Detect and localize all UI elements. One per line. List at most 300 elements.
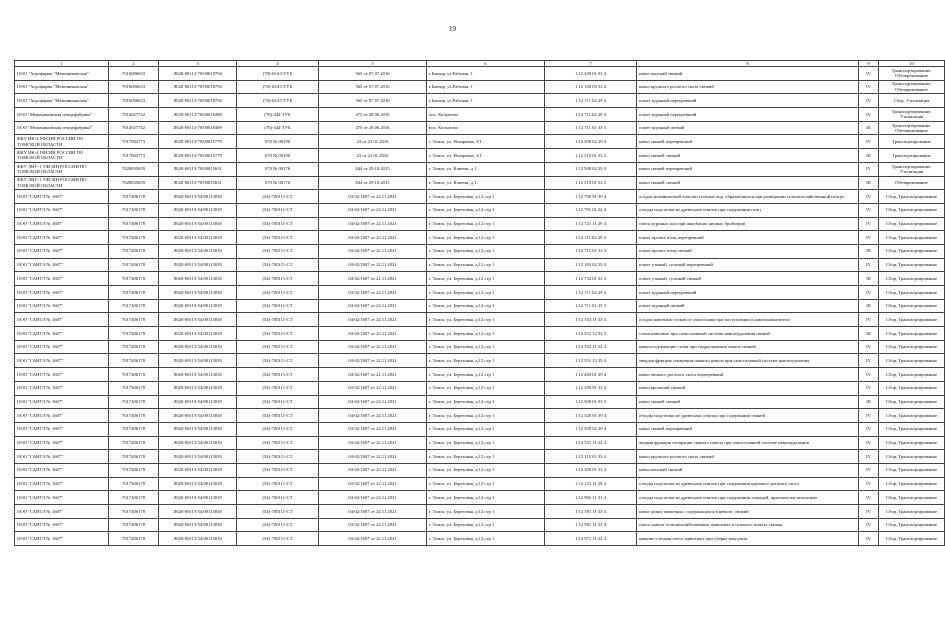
hazard-class-cell: III	[859, 121, 879, 135]
fkko-code-cell: 1 12 500 01 33 3	[545, 395, 637, 409]
address-cell: г. Томск, ул. Березовая, д.12 стр 1	[427, 395, 545, 409]
waste-name-cell: навоз крупного рогатого скота свежий	[637, 450, 859, 464]
address-cell: г. Томск, ул. Березовая, д.12 стр 1	[427, 477, 545, 491]
activity-type-cell: Сбор, Транспортирование	[879, 422, 945, 436]
fkko-code-cell: 1 12 111 02 29 4	[545, 231, 637, 245]
activity-type-cell: Сбор, Транспортирование	[879, 244, 945, 258]
organization-name-cell: ООО "САНТЭ № 1607"	[15, 491, 109, 505]
activity-type-cell: Транспортирование, Обезвреживание	[879, 121, 945, 135]
inn-cell: 7017406178	[109, 354, 159, 368]
inn-cell: 7016006633	[109, 94, 159, 108]
license-code-cell: (54)-700111-СТ	[237, 381, 319, 395]
order-date-cell: 04-02/1607 от 22.11.2021	[319, 463, 427, 477]
column-number: 3	[159, 61, 237, 67]
order-date-cell: 04-02/1607 от 22.11.2021	[319, 354, 427, 368]
organization-name-cell: ФКУ ИК-4 УФСИН РОССИИ ПО ТОМСКОЙ ОБЛАСТИ	[15, 149, 109, 163]
waste-name-cell: помет куриный свежий	[637, 121, 859, 135]
waste-name-cell: навоз крупного рогатого скота свежий	[637, 80, 859, 94]
hazard-class-cell: IV	[859, 80, 879, 94]
waste-name-cell: осадок навозных стоков от самосплава при поступлении в навозонакопители	[637, 313, 859, 327]
license-code-cell: (70)-444-ТУБ	[237, 121, 319, 135]
license-number-cell: Л020-00113-54/00113818	[159, 327, 237, 341]
address-cell: г. Томск, ул. Березовая, д.12 стр 1	[427, 299, 545, 313]
organization-name-cell: ООО "САНТЭ № 1607"	[15, 477, 109, 491]
address-cell: г. Томск, ул. Березовая, д.12 стр 1	[427, 381, 545, 395]
fkko-code-cell: 1 12 400 01 29 4	[545, 368, 637, 382]
table-row	[15, 505, 945, 519]
organization-name-cell: ФКУ ИК-4 УФСИН РОССИИ ПО ТОМСКОЙ ОБЛАСТИ	[15, 135, 109, 149]
waste-name-cell: навозосодержащие стоки при гидросмывном навозе свиней	[637, 340, 859, 354]
hazard-class-cell: III	[859, 272, 879, 286]
organization-name-cell: ООО "САНТЭ № 1607"	[15, 518, 109, 532]
order-date-cell: 04-02/1607 от 22.11.2021	[319, 313, 427, 327]
license-code-cell: (54)-700111-СТ	[237, 450, 319, 464]
license-number-cell: Л020-00113-54/00113818	[159, 491, 237, 505]
table-row	[15, 477, 945, 491]
activity-type-cell: Сбор, Транспортирование	[879, 518, 945, 532]
hazard-class-cell: IV	[859, 190, 879, 204]
activity-type-cell: Сбор, Транспортирование	[879, 272, 945, 286]
table-row	[15, 422, 945, 436]
order-date-cell: 565 от 07.07.2016	[319, 80, 427, 94]
inn-cell: 7017406178	[109, 518, 159, 532]
inn-cell: 7017406178	[109, 422, 159, 436]
fkko-code-cell: 1 12 721 11 29 4	[545, 217, 637, 231]
hazard-class-cell: IV	[859, 381, 879, 395]
order-date-cell: 04-02/1607 от 22.11.2021	[319, 409, 427, 423]
fkko-code-cell: 1 12 790 91 39 4	[545, 190, 637, 204]
fkko-code-cell: 1 12 300 91 33 4	[545, 381, 637, 395]
address-cell: г. Томск, ул. Березовая, д.12 стр 1	[427, 450, 545, 464]
activity-type-cell: Транспортирование, Обезвреживание	[879, 67, 945, 81]
inn-cell: 7020035659	[109, 176, 159, 190]
hazard-class-cell: IV	[859, 231, 879, 245]
order-date-cell: 04-02/1607 от 22.11.2021	[319, 368, 427, 382]
license-code-cell: (54)-700111-СТ	[237, 368, 319, 382]
address-cell: г. Томск, ул. Березовая, д.12 стр 1	[427, 231, 545, 245]
license-code-cell: (54)-700111-СТ	[237, 491, 319, 505]
hazard-class-cell: III	[859, 149, 879, 163]
address-cell: г. Томск, ул. Березовая, д.12 стр 1	[427, 327, 545, 341]
address-cell: г. Томск, ул. Березовая, д.12 стр 1	[427, 463, 545, 477]
organization-name-cell: ООО "САНТЭ № 1607"	[15, 340, 109, 354]
license-number-cell: Л020-00113-54/00113818	[159, 422, 237, 436]
license-code-cell: (70)-654-СТУБ	[237, 94, 319, 108]
order-date-cell: 04-02/1607 от 22.11.2021	[319, 203, 427, 217]
activity-type-cell: Сбор, Транспортирование	[879, 532, 945, 546]
fkko-code-cell: 1 12 200 01 33 4	[545, 463, 637, 477]
table-row	[15, 395, 945, 409]
order-date-cell: 04-02/1607 от 22.11.2021	[319, 395, 427, 409]
license-number-cell: Л020-00113-54/00113818	[159, 258, 237, 272]
activity-type-cell: Сбор, Транспортирование	[879, 409, 945, 423]
organization-name-cell: ООО "САНТЭ № 1607"	[15, 463, 109, 477]
order-date-cell: 23 от 21.01.2016	[319, 149, 427, 163]
license-number-cell: Л020-00113-70/00018794	[159, 94, 237, 108]
activity-type-cell: Сбор, Транспортирование	[879, 340, 945, 354]
waste-name-cell: отходы подстилки из древесных опилок при содержании крупного рогатого скота	[637, 477, 859, 491]
waste-name-cell: помет куриный перепревший	[637, 94, 859, 108]
license-number-cell: Л020-00113-54/00113818	[159, 368, 237, 382]
organization-name-cell: ООО "САНТЭ № 1607"	[15, 258, 109, 272]
license-number-cell: Л020-00113-54/00113818	[159, 518, 237, 532]
license-code-cell: 070 № 00176	[237, 162, 319, 176]
fkko-code-cell: 1 12 500 02 29 4	[545, 135, 637, 149]
table-row	[15, 532, 945, 546]
hazard-class-cell: IV	[859, 422, 879, 436]
table-row	[15, 272, 945, 286]
activity-type-cell: Сбор, Утилизация	[879, 94, 945, 108]
fkko-code-cell: 1 12 971 11 32 4	[545, 532, 637, 546]
activity-type-cell: Сбор, Транспортирование	[879, 313, 945, 327]
order-date-cell: 04-02/1607 от 22.11.2021	[319, 299, 427, 313]
fkko-code-cell: 1 12 551 12 39 4	[545, 354, 637, 368]
order-date-cell: 04-02/1607 от 22.11.2021	[319, 286, 427, 300]
fkko-code-cell: 1 12 553 11 33 4	[545, 313, 637, 327]
license-code-cell: (54)-700111-СТ	[237, 217, 319, 231]
inn-cell: 7017406178	[109, 477, 159, 491]
hazard-class-cell: IV	[859, 491, 879, 505]
waste-name-cell: помет утиный, гусиный перепревший	[637, 258, 859, 272]
inn-cell: 7016006633	[109, 67, 159, 81]
address-cell: г. Томск, ул. Березовая, д.12 стр 1	[427, 436, 545, 450]
order-date-cell: 04-02/1607 от 22.11.2021	[319, 491, 427, 505]
inn-cell: 7017406178	[109, 217, 159, 231]
table-row	[15, 299, 945, 313]
activity-type-cell: Сбор, Транспортирование	[879, 491, 945, 505]
inn-cell: 7017406178	[109, 409, 159, 423]
fkko-code-cell: 1 12 552 11 22 4	[545, 340, 637, 354]
inn-cell: 7017406178	[109, 491, 159, 505]
activity-type-cell: Сбор, Транспортирование	[879, 436, 945, 450]
inn-cell: 7017406178	[109, 463, 159, 477]
activity-type-cell: Сбор, Транспортирование	[879, 395, 945, 409]
waste-name-cell: отходы подстилки из древесных опилок при содержании птиц	[637, 203, 859, 217]
page-number: 19	[449, 25, 456, 33]
organization-name-cell: ООО "САНТЭ № 1607"	[15, 381, 109, 395]
organization-name-cell: ООО "САНТЭ № 1607"	[15, 313, 109, 327]
activity-type-cell: Транспортирование	[879, 135, 945, 149]
activity-type-cell: Сбор, Транспортирование	[879, 299, 945, 313]
license-code-cell: 070 № 00176	[237, 176, 319, 190]
license-number-cell: Л020-00113-54/00113818	[159, 340, 237, 354]
hazard-class-cell: IV	[859, 67, 879, 81]
organization-name-cell: ООО "САНТЭ № 1607"	[15, 450, 109, 464]
license-code-cell: (70)-654-СТУБ	[237, 67, 319, 81]
activity-type-cell: Сбор, Транспортирование	[879, 286, 945, 300]
license-code-cell: (54)-700111-СТ	[237, 299, 319, 313]
organization-name-cell: ООО "САНТЭ № 1607"	[15, 231, 109, 245]
license-number-cell: Л020-00113-70/00015779	[159, 135, 237, 149]
table-row	[15, 491, 945, 505]
license-code-cell: (54)-700111-СТ	[237, 286, 319, 300]
order-date-cell: 04-02/1607 от 22.11.2021	[319, 477, 427, 491]
license-code-cell: (54)-700111-СТ	[237, 409, 319, 423]
license-code-cell: (70)-654-СТУБ	[237, 80, 319, 94]
hazard-class-cell: III	[859, 299, 879, 313]
fkko-code-cell: 1 12 981 11 33 4	[545, 518, 637, 532]
address-cell: г. Томск, ул. Березовая, д.12 стр 1	[427, 203, 545, 217]
license-number-cell: Л020-00113-70/00015779	[159, 149, 237, 163]
column-number: 2	[109, 61, 159, 67]
waste-name-cell: стоки навозные при самосплавной системе навозоудаления свиней	[637, 327, 859, 341]
organization-name-cell: ФКУ ЛИУ-1 УФСИН РОССИИ ПО ТОМСКОЙ ОБЛАСТИ	[15, 176, 109, 190]
organization-name-cell: ООО "САНТЭ № 1607"	[15, 368, 109, 382]
hazard-class-cell: IV	[859, 518, 879, 532]
activity-type-cell: Сбор, Транспортирование	[879, 231, 945, 245]
inn-cell: 7017406178	[109, 272, 159, 286]
license-code-cell: 070 № 00190	[237, 135, 319, 149]
license-number-cell: Л020-00113-54/00113818	[159, 477, 237, 491]
license-code-cell: (54)-700111-СТ	[237, 327, 319, 341]
organization-name-cell: ООО "САНТЭ № 1607"	[15, 532, 109, 546]
hazard-class-cell: IV	[859, 108, 879, 122]
license-number-cell: Л020-00113-70/00018489	[159, 108, 237, 122]
table-row	[15, 368, 945, 382]
waste-name-cell: отходы подстилки из древесных опилок при содержании свиней	[637, 409, 859, 423]
hazard-class-cell: IV	[859, 94, 879, 108]
hazard-class-cell: IV	[859, 162, 879, 176]
table-row	[15, 80, 945, 94]
license-number-cell: Л020-00113-70/00015631	[159, 176, 237, 190]
inn-cell: 7017406178	[109, 368, 159, 382]
order-date-cell: 04-02/1607 от 22.11.2021	[319, 532, 427, 546]
address-cell: г. Томск, ул. Березовая, д.12 стр 1	[427, 532, 545, 546]
address-cell: г.Бакчар, ул.Рабочая, 1	[427, 94, 545, 108]
organization-name-cell: ФКУ ЛИУ-1 УФСИН РОССИИ ПО ТОМСКОЙ ОБЛАСТИ	[15, 162, 109, 176]
license-number-cell: Л020-00113-54/00113818	[159, 505, 237, 519]
inn-cell: 7014027742	[109, 108, 159, 122]
license-number-cell: Л020-00113-70/00015631	[159, 162, 237, 176]
fkko-code-cell: 1 12 551 11 32 4	[545, 436, 637, 450]
hazard-class-cell: IV	[859, 477, 879, 491]
address-cell: г. Томск, ул. Березовая, д.12 стр 1	[427, 340, 545, 354]
fkko-code-cell: 1 12 391 11 33 4	[545, 505, 637, 519]
organization-name-cell: ООО "Межениновская птицефабрика"	[15, 121, 109, 135]
license-number-cell: Л020-00113-54/00113818	[159, 244, 237, 258]
license-code-cell: (54)-700111-СТ	[237, 272, 319, 286]
license-code-cell: (54)-700111-СТ	[237, 258, 319, 272]
fkko-code-cell: 1 12 711 02 29 4	[545, 108, 637, 122]
activity-type-cell: Транспортирование	[879, 149, 945, 163]
inn-cell: 7014027742	[109, 121, 159, 135]
license-code-cell: (54)-700111-СТ	[237, 354, 319, 368]
fkko-code-cell: 1 12 711 02 29 4	[545, 286, 637, 300]
order-date-cell: 844 от 29.10.2015	[319, 176, 427, 190]
hazard-class-cell: IV	[859, 450, 879, 464]
organization-name-cell: ООО "Межениновская птицефабрика"	[15, 108, 109, 122]
license-number-cell: Л020-00113-70/00018794	[159, 67, 237, 81]
license-number-cell: Л020-00113-54/00113818	[159, 217, 237, 231]
waste-name-cell: навоз свиней перепревший	[637, 162, 859, 176]
table-row	[15, 327, 945, 341]
license-number-cell: Л020-00113-54/00113818	[159, 190, 237, 204]
license-code-cell: (54)-700111-СТ	[237, 518, 319, 532]
column-number: 8	[637, 61, 859, 67]
license-number-cell: Л020-00113-54/00113818	[159, 436, 237, 450]
fkko-code-cell: 1 12 711 01 33 3	[545, 121, 637, 135]
address-cell: г. Томск, ул. Березовая, д.12 стр 1	[427, 217, 545, 231]
hazard-class-cell: IV	[859, 409, 879, 423]
inn-cell: 7016006633	[109, 80, 159, 94]
inn-cell: 7017406178	[109, 231, 159, 245]
order-date-cell: 565 от 07.07.2016	[319, 67, 427, 81]
activity-type-cell: Сбор, Транспортирование	[879, 354, 945, 368]
order-date-cell: 04-02/1607 от 22.11.2021	[319, 422, 427, 436]
address-cell: г. Томск, ул. Клюева, д.1,	[427, 176, 545, 190]
license-code-cell: (54)-700111-СТ	[237, 313, 319, 327]
waste-register-table	[14, 60, 945, 546]
column-number: 6	[427, 61, 545, 67]
column-number: 7	[545, 61, 637, 67]
address-cell: г. Томск, ул. Березовая, д.12 стр 1	[427, 286, 545, 300]
table-row	[15, 149, 945, 163]
license-code-cell: (54)-700111-СТ	[237, 436, 319, 450]
order-date-cell: 844 от 29.10.2015	[319, 162, 427, 176]
organization-name-cell: ООО "САНТЭ № 1607"	[15, 409, 109, 423]
organization-name-cell: ООО "САНТЭ № 1607"	[15, 244, 109, 258]
waste-name-cell: помет куриный перепревший	[637, 108, 859, 122]
table-row	[15, 231, 945, 245]
fkko-code-cell: 1 12 510 01 33 3	[545, 149, 637, 163]
inn-cell: 7020035659	[109, 162, 159, 176]
waste-name-cell: навоз свиней свежий	[637, 395, 859, 409]
table-row	[15, 244, 945, 258]
organization-name-cell: ООО "САНТЭ № 1607"	[15, 395, 109, 409]
address-cell: г. Томск, ул. Назаровка, 3/1	[427, 135, 545, 149]
table-row	[15, 313, 945, 327]
license-number-cell: Л020-00113-54/00113818	[159, 463, 237, 477]
table-row	[15, 67, 945, 81]
table-row	[15, 436, 945, 450]
fkko-code-cell: 1 12 500 02 29 4	[545, 162, 637, 176]
hazard-class-cell: IV	[859, 340, 879, 354]
license-number-cell: Л020-00113-70/00018489	[159, 121, 237, 135]
inn-cell: 7017406178	[109, 532, 159, 546]
waste-name-cell: помет куриный перепревший	[637, 286, 859, 300]
waste-name-cell: навоз свиней свежий	[637, 149, 859, 163]
order-date-cell: 04-02/1607 от 22.11.2021	[319, 327, 427, 341]
fkko-code-cell: 1 12 110 01 33 4	[545, 450, 637, 464]
waste-name-cell: помет прочих птиц перепревший	[637, 231, 859, 245]
address-cell: г. Томск, ул. Березовая, д.12 стр 1	[427, 409, 545, 423]
license-code-cell: (54)-700111-СТ	[237, 505, 319, 519]
fkko-code-cell: 1 12 510 01 33 3	[545, 176, 637, 190]
table-row	[15, 190, 945, 204]
inn-cell: 7017406178	[109, 313, 159, 327]
order-date-cell: 475 от 28.06.2016	[319, 121, 427, 135]
license-number-cell: Л020-00113-54/00113818	[159, 381, 237, 395]
order-date-cell: 04-02/1607 от 22.11.2021	[319, 272, 427, 286]
table-row	[15, 121, 945, 135]
inn-cell: 7017004773	[109, 149, 159, 163]
address-cell: г.Бакчар, ул.Рабочая, 1	[427, 67, 545, 81]
table-row	[15, 450, 945, 464]
waste-name-cell: навоз мелкого рогатого скота перепревший	[637, 368, 859, 382]
fkko-code-cell: 1 12 509 02 29 4	[545, 422, 637, 436]
order-date-cell: 04-02/1607 от 22.11.2021	[319, 436, 427, 450]
order-date-cell: 04-02/1607 от 22.11.2021	[319, 258, 427, 272]
fkko-code-cell: 1 12 711 02 29 4	[545, 94, 637, 108]
license-number-cell: Л020-00113-54/00113818	[159, 231, 237, 245]
activity-type-cell: Сбор, Транспортирование	[879, 258, 945, 272]
waste-name-cell: осадок механической очистки сточных вод, образующихся при разведении сельскохозяйственной птицы	[637, 190, 859, 204]
activity-type-cell: Сбор, Транспортирование	[879, 190, 945, 204]
activity-type-cell: Сбор, Транспортирование	[879, 217, 945, 231]
license-number-cell: Л020-00113-70/00018794	[159, 80, 237, 94]
license-number-cell: Л020-00113-54/00113818	[159, 286, 237, 300]
inn-cell: 7017406178	[109, 190, 159, 204]
inn-cell: 7017406178	[109, 203, 159, 217]
hazard-class-cell: IV	[859, 135, 879, 149]
table-row	[15, 340, 945, 354]
organization-name-cell: ООО "САНТЭ № 1607"	[15, 422, 109, 436]
activity-type-cell: Сбор, Транспортирование	[879, 381, 945, 395]
organization-name-cell: ООО "САНТЭ № 1607"	[15, 436, 109, 450]
waste-name-cell: навоз кроличий свежий	[637, 381, 859, 395]
license-code-cell: (54)-700111-СТ	[237, 395, 319, 409]
column-number: 9	[859, 61, 879, 67]
hazard-class-cell: IV	[859, 354, 879, 368]
address-cell: пос. Копылово	[427, 108, 545, 122]
license-number-cell: Л020-00113-54/00113818	[159, 532, 237, 546]
table-row	[15, 217, 945, 231]
waste-name-cell: навоз конский свежий	[637, 463, 859, 477]
address-cell: г. Томск, ул. Березовая, д.12 стр 1	[427, 518, 545, 532]
order-date-cell: 04-02/1607 от 22.11.2021	[319, 244, 427, 258]
organization-name-cell: ООО "САНТЭ № 1607"	[15, 286, 109, 300]
organization-name-cell: ООО "САНТЭ № 1607"	[15, 217, 109, 231]
inn-cell: 7017406178	[109, 340, 159, 354]
address-cell: г. Томск, ул. Березовая, д.12 стр 1	[427, 190, 545, 204]
inn-cell: 7017406178	[109, 299, 159, 313]
waste-name-cell: твердая фракция сепарации свиного навоза при самосплавной системе навозоудаления	[637, 354, 859, 368]
license-code-cell: (54)-700111-СТ	[237, 422, 319, 436]
fkko-code-cell: 1 12 902 11 31 4	[545, 491, 637, 505]
order-date-cell: 565 от 07.07.2016	[319, 94, 427, 108]
address-cell: г. Томск, ул. Березовая, д.12 стр 1	[427, 354, 545, 368]
fkko-code-cell: 1 12 711 01 33 3	[545, 299, 637, 313]
column-number: 10	[879, 61, 945, 67]
activity-type-cell: Транспортирование, Обезвреживание	[879, 80, 945, 94]
activity-type-cell: Сбор, Транспортирование	[879, 477, 945, 491]
address-cell: г. Томск, ул. Березовая, д.12 стр 1	[427, 505, 545, 519]
organization-name-cell: ООО "САНТЭ № 1607"	[15, 299, 109, 313]
inn-cell: 7017406178	[109, 381, 159, 395]
address-cell: г. Томск, ул. Клюева, д.1,	[427, 162, 545, 176]
order-date-cell: 04-02/1607 от 22.11.2021	[319, 381, 427, 395]
hazard-class-cell: IV	[859, 368, 879, 382]
column-number: 4	[237, 61, 319, 67]
table-row	[15, 94, 945, 108]
organization-name-cell: ООО "Агрофирма "Межениновская"	[15, 67, 109, 81]
organization-name-cell: ООО "САНТЭ № 1607"	[15, 327, 109, 341]
hazard-class-cell: III	[859, 395, 879, 409]
license-number-cell: Л020-00113-54/00113818	[159, 409, 237, 423]
inn-cell: 7017406178	[109, 244, 159, 258]
hazard-class-cell: IV	[859, 532, 879, 546]
license-number-cell: Л020-00113-54/00113818	[159, 450, 237, 464]
order-date-cell: 04-02/1607 от 22.11.2021	[319, 450, 427, 464]
inn-cell: 7017406178	[109, 395, 159, 409]
order-date-cell: 04-02/1607 от 22.11.2021	[319, 518, 427, 532]
table-row	[15, 381, 945, 395]
license-code-cell: (54)-700111-СТ	[237, 190, 319, 204]
table-row	[15, 258, 945, 272]
fkko-code-cell: 1 12 121 11 29 4	[545, 477, 637, 491]
license-code-cell: (54)-700111-СТ	[237, 203, 319, 217]
fkko-code-cell: 1 12 715 01 33 3	[545, 244, 637, 258]
